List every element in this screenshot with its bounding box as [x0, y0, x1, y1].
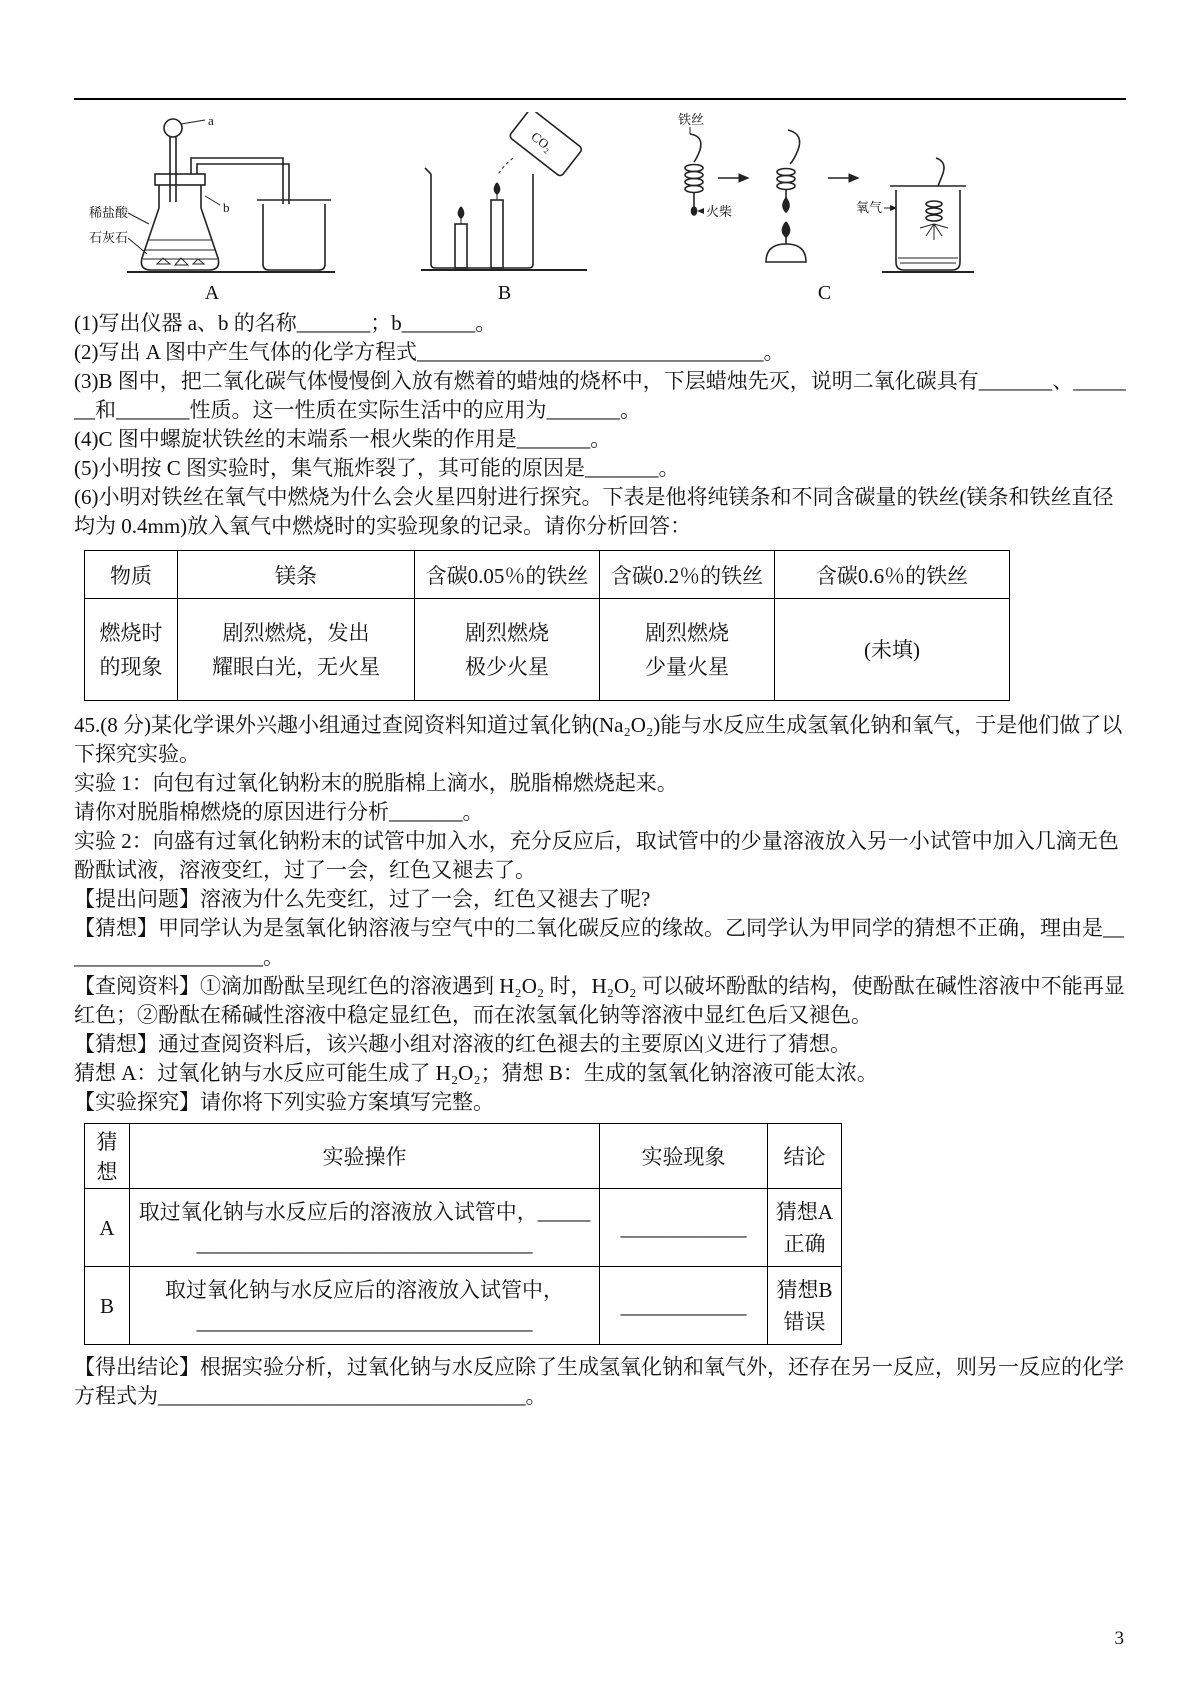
apparatus-figures	[82, 112, 1126, 305]
t1-header-substance: 物质	[85, 551, 178, 599]
experiment-2: 实验 2：向盛有过氧化钠粉末的试管中加入水，充分反应后，取试管中的少量溶液放入另一小试管中加入几滴无色酚酞试液，溶液变红，过了一会，红色又褪去了。	[74, 829, 1119, 882]
t1-fe02-line1: 剧烈燃烧	[645, 620, 729, 645]
t2-operation-b-cell	[130, 1267, 600, 1345]
t2-header-conclusion: 结论	[768, 1124, 842, 1189]
page-number: 3	[1114, 1628, 1124, 1649]
t1-header-fe005: 含碳0.05％的铁丝	[415, 551, 600, 599]
question-44-5: (5)小明按 C 图实验时，集气瓶炸裂了，其可能的原因是_______。	[74, 456, 680, 480]
combustion-observation-table	[84, 550, 1010, 701]
dilute-hcl-label: 稀盐酸	[89, 205, 129, 220]
figure-c	[652, 112, 997, 305]
t1-fe02-line2: 少量火星	[645, 654, 729, 679]
guess-paragraph-1: 【猜想】甲同学认为是氢氧化钠溶液与空气中的二氧化碳反应的缘故。乙同学认为甲同学的猜想不正确，理由是____________________。	[74, 916, 1124, 969]
co2-pouring-apparatus	[417, 112, 592, 280]
iron-wire-combustion-apparatus	[660, 112, 990, 280]
question-44-4: (4)C 图中螺旋状铁丝的末端系一根火柴的作用是_______。	[74, 427, 612, 451]
experiment-1-analysis: 请你对脱脂棉燃烧的原因进行分析_______。	[74, 800, 484, 824]
t2-guess-a-cell: A	[85, 1189, 130, 1267]
t1-body-row	[85, 599, 1010, 701]
t2-phenomenon-a-cell: ____________	[600, 1189, 768, 1267]
t1-fe005-cell	[415, 599, 600, 701]
t1-mg-line2: 耀眼白光，无火星	[212, 654, 380, 679]
figure-b	[412, 112, 597, 305]
t1-header-mg: 镁条	[178, 551, 415, 599]
t1-header-fe06: 含碳0.6％的铁丝	[775, 551, 1010, 599]
t2-operation-a-line2: ________________________________	[196, 1231, 533, 1256]
question-45-intro: 45.(8 分)某化学课外兴趣小组通过查阅资料知道过氧化钠(Na₂O₂)能与水反应生成氢氧化钠和氧气，于是他们做了以下探究实验。	[74, 713, 1123, 766]
t2-operation-b-line2: ________________________________	[196, 1309, 533, 1334]
t2-header-phenomenon: 实验现象	[600, 1124, 768, 1189]
t1-row-label-line1: 燃烧时	[99, 620, 163, 645]
t2-phenomenon-b-cell: ____________	[600, 1267, 768, 1345]
t1-fe005-line1: 剧烈燃烧	[465, 620, 549, 645]
t1-mg-line1: 剧烈燃烧，发出	[222, 620, 370, 645]
t2-conclusion-a-cell	[768, 1189, 842, 1267]
t2-operation-a-line1: 取过氧化钠与水反应后的溶液放入试管中，_____	[138, 1199, 591, 1224]
iron-wire-label: 铁丝	[677, 112, 704, 127]
figure-b-label: B	[497, 282, 512, 304]
t1-header-fe02: 含碳0.2％的铁丝	[600, 551, 775, 599]
co2-label: CO₂	[528, 128, 556, 155]
figure-c-label: C	[817, 282, 832, 304]
t1-fe005-line2: 极少火星	[465, 654, 549, 679]
gas-generator-apparatus	[87, 112, 337, 280]
t1-fe06-cell: (未填)	[775, 599, 1010, 701]
annotation-b: b	[223, 200, 230, 215]
t2-row-b	[85, 1267, 842, 1345]
question-44-6: (6)小明对铁丝在氧气中燃烧为什么会火星四射进行探究。下表是他将纯镁条和不同含碳量的铁丝(镁条和铁丝直径均为 0.4mm)放入氧气中燃烧时的实验现象的记录。请你分析回答：	[74, 485, 1114, 538]
t2-conclusion-b-cell	[768, 1267, 842, 1345]
question-44-3: (3)B 图中，把二氧化碳气体慢慢倒入放有燃着的蜡烛的烧杯中，下层蜡烛先灭，说明二氧化碳具有_______、_______和_______性质。这一性质在实际生活中的应用为_______。	[74, 369, 1126, 422]
t1-mg-cell	[178, 599, 415, 701]
t2-conclusion-a-line1: 猜想A	[775, 1199, 834, 1224]
t2-header-row	[85, 1124, 842, 1189]
final-conclusion: 【得出结论】根据实验分析，过氧化钠与水反应除了生成氢氧化钠和氧气外，还存在另一反应，则另一反应的化学方程式为___________________________________。	[74, 1355, 1124, 1408]
t2-row-a	[85, 1189, 842, 1267]
annotation-a: a	[208, 113, 214, 128]
experiment-1: 实验 1：向包有过氧化钠粉末的脱脂棉上滴水，脱脂棉燃烧起来。	[74, 771, 678, 795]
t2-header-guess: 猜想	[85, 1124, 130, 1189]
oxygen-label: 氧气	[855, 200, 882, 215]
match-label: 火柴	[705, 204, 732, 219]
guess-a-b: 猜想 A：过氧化钠与水反应可能生成了 H₂O₂；猜想 B：生成的氢氧化钠溶液可能太浓。	[74, 1061, 878, 1085]
t2-conclusion-b-line2: 错误	[783, 1309, 826, 1334]
experiment-plan-table	[84, 1123, 842, 1345]
t2-conclusion-b-line1: 猜想B	[776, 1277, 833, 1302]
t2-guess-b-cell: B	[85, 1267, 130, 1345]
t1-fe02-cell	[600, 599, 775, 701]
question-44-2: (2)写出 A 图中产生气体的化学方程式_________________________________。	[74, 340, 785, 364]
limestone-label: 石灰石	[89, 230, 129, 245]
t1-row-label-line2: 的现象	[99, 654, 163, 679]
page-top-rule	[74, 98, 1126, 100]
t2-operation-b-line1: 取过氧化钠与水反应后的溶液放入试管中，	[165, 1277, 564, 1302]
t2-conclusion-a-line2: 正确	[783, 1231, 826, 1256]
t1-header-row	[85, 551, 1010, 599]
figure-a	[82, 112, 342, 305]
question-44-1: (1)写出仪器 a、b 的名称_______；b_______。	[74, 311, 497, 335]
proposed-problem: 【提出问题】溶液为什么先变红，过了一会，红色又褪去了呢?	[74, 887, 651, 911]
t2-operation-a-cell	[130, 1189, 600, 1267]
reference-material: 【查阅资料】①滴加酚酞呈现红色的溶液遇到 H₂O₂ 时，H₂O₂ 可以破坏酚酞的结构，使酚酞在碱性溶液中不能再显红色；②酚酞在稀碱性溶液中稳定显红色，而在浓氢氧化钠等溶液中显红色后又褪色。	[74, 974, 1125, 1027]
figure-a-label: A	[204, 282, 220, 304]
t1-row-label-cell	[85, 599, 178, 701]
t2-header-operation: 实验操作	[130, 1124, 600, 1189]
guess-paragraph-2: 【猜想】通过查阅资料后，该兴趣小组对溶液的红色褪去的主要原凶义进行了猜想。	[74, 1032, 851, 1056]
experiment-explore: 【实验探究】请你将下列实验方案填写完整。	[74, 1090, 494, 1114]
